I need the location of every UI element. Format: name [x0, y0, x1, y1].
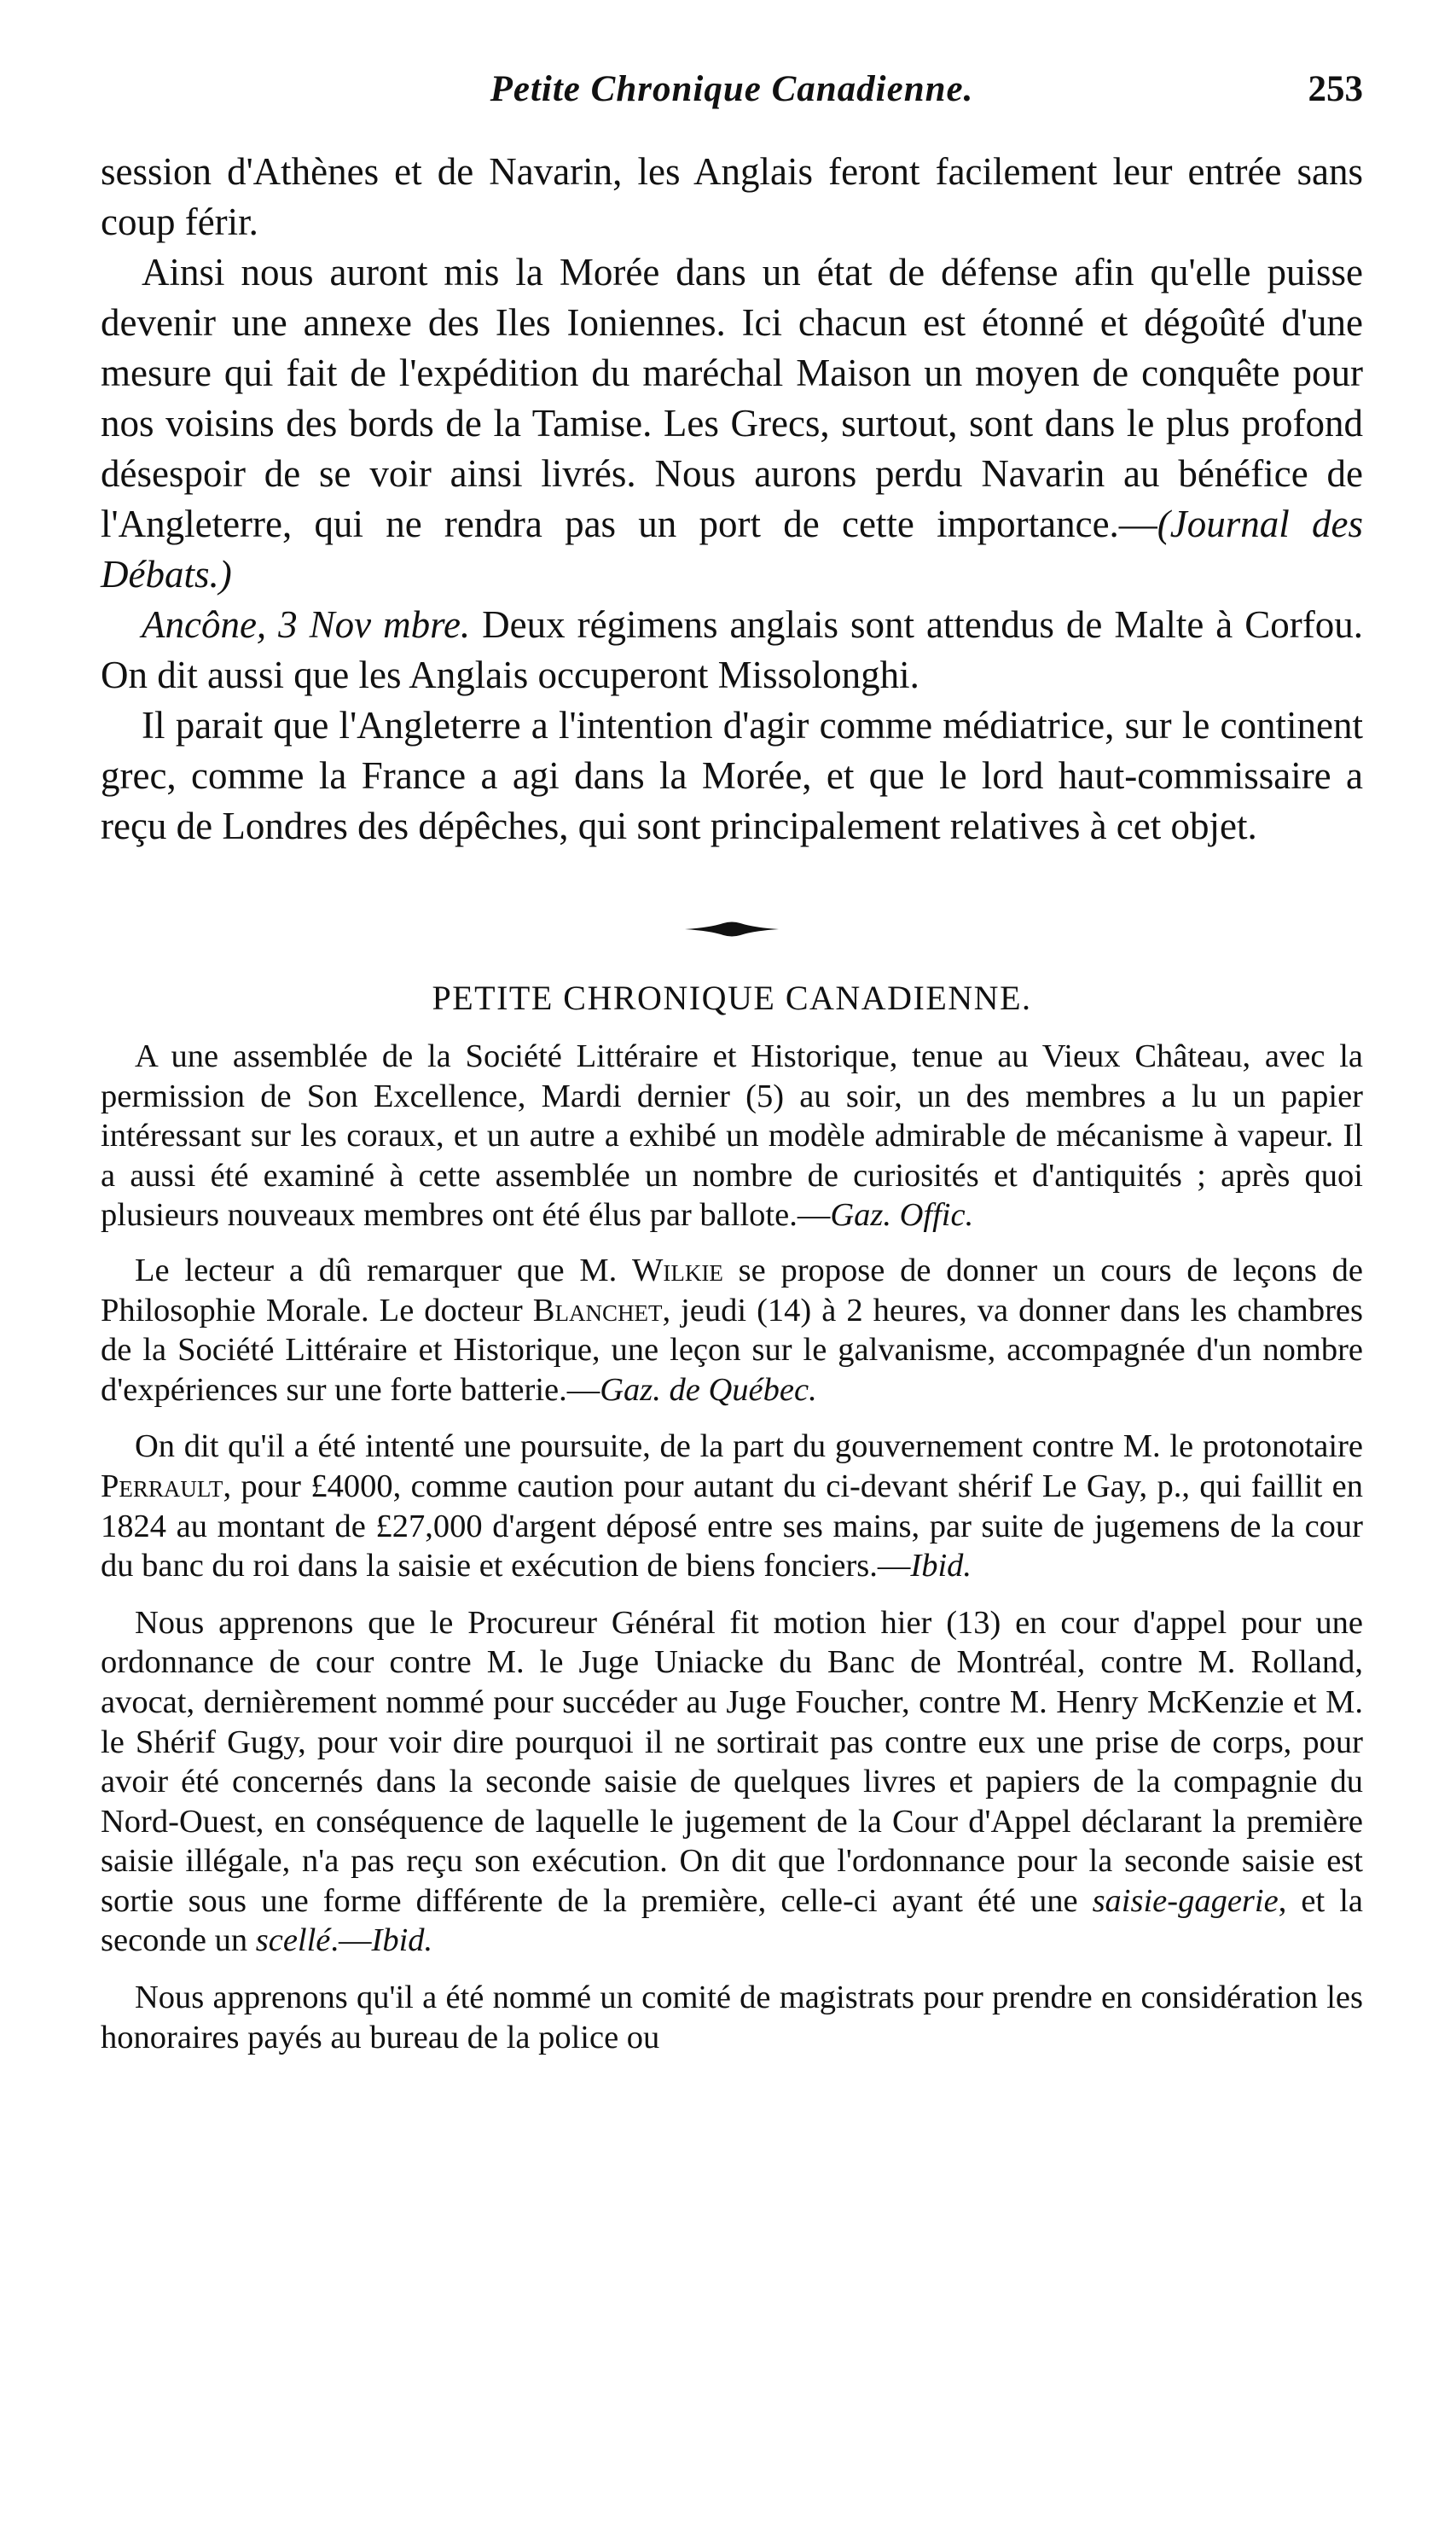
term-saisie-gagerie: saisie-gagerie [1092, 1882, 1279, 1919]
paragraph-procureur-text-b: , et la seconde un [101, 1882, 1363, 1959]
paragraph-poursuite-text-a: On dit qu'il a été intenté une poursuite, de la part du gouvernement contre M. le protonotaire [135, 1428, 1363, 1465]
paragraph-lecons [101, 1251, 1363, 1410]
paragraph-lecons-text-b: se propose de donner un cours de leçons de Philosophie Morale. Le docteur [101, 1252, 1363, 1328]
ornamental-divider [685, 918, 779, 940]
paragraph-procureur [101, 1603, 1363, 1961]
paragraph-lecons-text-c: , jeudi (14) à 2 heures, va donner dans les chambres de la Société Littéraire et Historique, une leçon sur le galvanisme, accompagnée d'un nombre d'expériences sur une forte batterie.— [101, 1292, 1363, 1408]
source-journal-des-debats: (Journal des Débats.) [101, 503, 1363, 596]
name-blanchet: Blanchet [532, 1292, 663, 1328]
paragraph-ancone-text: Deux régimens anglais sont attendus de Malte à Corfou. On dit aussi que les Anglais occuperont Missolonghi. [101, 603, 1363, 696]
section-title: PETITE CHRONIQUE CANADIENNE. [432, 979, 1032, 1017]
paragraph-moree-text: Ainsi nous auront mis la Morée dans un état de défense afin qu'elle puisse devenir une annexe des Iles Ioniennes. Ici chacun est étonné et dégoûté d'une mesure qui fait de l'expédition du maréchal Maison un moyen de conquête pour nos voisins des bords de la Tamise. Les Grecs, surtout, sont dans le plus profond désespoir de se voir ainsi livrés. Nous aurons perdu Navarin au bénéfice de l'Angleterre, qui ne rendra pas un port de cette importance.— [101, 251, 1363, 545]
running-head [101, 68, 1363, 128]
paragraph-continued: session d'Athènes et de Navarin, les Anglais feront facilement leur entrée sans coup férir. [101, 150, 1363, 243]
running-title: Petite Chronique Canadienne. [490, 69, 974, 109]
source-gaz-quebec: Gaz. de Québec. [600, 1371, 817, 1408]
paragraph-procureur-text-c: .— [330, 1922, 372, 1959]
source-ibid-1: Ibid. [910, 1548, 972, 1584]
paragraph-societe-litteraire [101, 1037, 1363, 1235]
paragraph-comite: Nous apprenons qu'il a été nommé un comité de magistrats pour prendre en considération les honoraires payés au bureau de la police ou [101, 1980, 1363, 2055]
term-scelle: scellé [255, 1922, 331, 1959]
chronique-body [101, 1037, 1363, 2057]
continued-article [101, 147, 1363, 852]
paragraph-angleterre: Il parait que l'Angleterre a l'intention d'agir comme médiatrice, sur le continent grec, comme la France a agi dans la Morée, et que le lord haut-commissaire a reçu de Londres des dépêches, qui sont principalement relatives à cet objet. [101, 704, 1363, 847]
page [101, 68, 1363, 2074]
paragraph-ancone [101, 600, 1363, 701]
source-ibid-2: Ibid. [371, 1922, 433, 1959]
dateline-ancone: Ancône, 3 Nov mbre. [142, 603, 471, 646]
paragraph-poursuite-text-b: , pour £4000, comme caution pour autant du ci-devant shérif Le Gay, p., qui faillit en 1824 au montant de £27,000 d'argent déposé entre ses mains, par suite de jugemens de la cour du banc du roi dans la saisie et exécution de biens fonciers.— [101, 1468, 1363, 1584]
paragraph-moree [101, 247, 1363, 600]
paragraph-poursuite [101, 1427, 1363, 1585]
name-perrault: Perrault [101, 1468, 223, 1504]
paragraph-societe-text: A une assemblée de la Société Littéraire et Historique, tenue au Vieux Château, avec la permission de Son Excellence, Mardi dernier (5) au soir, un des membres a lu un papier intéressant sur les coraux, et un autre a exhibé un modèle admirable de mécanisme à vapeur. Il a aussi été examiné à cette assemblée un nombre de curiosités et d'antiquités ; après quoi plusieurs nouveaux membres ont été élus par ballote.— [101, 1038, 1363, 1234]
paragraph-lecons-text-a: Le lecteur a dû remarquer que M. [135, 1252, 633, 1288]
name-wilkie: Wilkie [632, 1252, 723, 1288]
page-number: 253 [1308, 69, 1363, 109]
source-gaz-offic: Gaz. Offic. [830, 1197, 974, 1234]
paragraph-procureur-text-a: Nous apprenons que le Procureur Général fit motion hier (13) en cour d'appel pour une ordonnance de cour contre M. le Juge Uniacke du Banc de Montréal, contre M. Rolland, avocat, dernièrement nommé pour succéder au Juge Foucher, contre M. Henry McKenzie et M. le Shérif Gugy, pour voir dire pourquoi il ne sortirait pas contre eux une prise de corps, pour avoir été concernés dans la seconde saisie de quelques livres et papiers de la compagnie du Nord-Ouest, en conséquence de laquelle le jugement de la Cour d'Appel déclarant la première saisie illégale, n'a pas reçu son exécution. On dit que l'ordonnance pour la seconde saisie est sortie sous une forme différente de la première, celle-ci ayant été une [101, 1604, 1363, 1919]
